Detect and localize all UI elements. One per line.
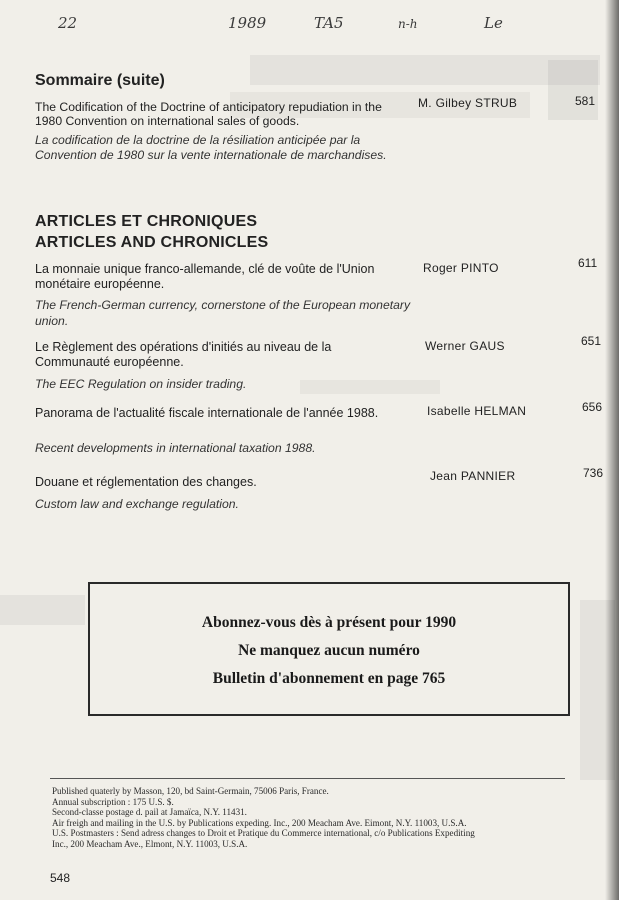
imprint-line: Second-classe postage d. pail at Jamaïca, N.Y. 11431.: [52, 807, 247, 818]
subscription-notice: [88, 582, 570, 716]
entry-title: La monnaie unique franco-allemande, clé de voûte de l'Union monétaire européenne.: [35, 262, 375, 291]
summary-author: M. Gilbey STRUB: [418, 96, 518, 110]
entry-subtitle: The EEC Regulation on insider trading.: [35, 377, 247, 391]
entry-subtitle: The French-German currency, cornerstone of the European monetary union.: [35, 298, 411, 328]
binding-shadow: [605, 0, 619, 900]
imprint-line: Inc., 200 Meacham Ave., Elmont, N.Y. 11003, U.S.A.: [52, 838, 248, 849]
imprint-divider: [50, 778, 565, 779]
entry-author: Roger PINTO: [423, 261, 499, 275]
section-heading-fr: ARTICLES ET CHRONIQUES: [35, 213, 258, 230]
summary-title: Sommaire (suite): [35, 72, 165, 89]
entry-subtitle: Recent developments in international taxation 1988.: [35, 441, 316, 455]
section-heading-en: ARTICLES AND CHRONICLES: [35, 234, 269, 251]
summary-page: 581: [575, 94, 596, 108]
entry-page: 651: [581, 334, 602, 348]
entry-title: Panorama de l'actualité fiscale internationale de l'année 1988.: [35, 406, 379, 420]
summary-english: The Codification of the Doctrine of anticipatory repudiation in the 1980 Convention on international sales of goods.: [35, 100, 382, 128]
imprint-line: U.S. Postmasters : Send adress changes to Droit et Pratique du Commerce international, c/o Publications Expediting: [52, 828, 475, 839]
imprint-line: Published quaterly by Masson, 120, bd Saint-Germain, 75006 Paris, France.: [52, 786, 329, 796]
entry-author: Isabelle HELMAN: [427, 404, 527, 418]
handwritten-mark: n-h: [398, 17, 418, 31]
entry-author: Jean PANNIER: [430, 469, 516, 483]
handwritten-mark: 1989: [228, 14, 267, 32]
handwritten-mark: Le: [484, 14, 503, 32]
entry-title: Le Règlement des opérations d'initiés au niveau de la Communauté européenne.: [35, 340, 332, 369]
handwritten-mark: TA5: [314, 14, 344, 32]
entry-page: 736: [583, 466, 604, 480]
entry-page: 656: [582, 400, 603, 414]
imprint: [52, 786, 612, 850]
handwritten-mark: 22: [58, 14, 78, 32]
summary-french: La codification de la doctrine de la résiliation anticipée par la Convention de 1980 sur la vente internationale de marchandises.: [35, 133, 387, 162]
imprint-line: Annual subscription : 175 U.S. $.: [52, 796, 174, 807]
entry-author: Werner GAUS: [425, 339, 505, 353]
entry-title: Douane et réglementation des changes.: [35, 475, 257, 489]
page-number: 548: [50, 871, 71, 885]
notice-line: Abonnez-vous dès à présent pour 1990: [201, 614, 457, 631]
entry-subtitle: Custom law and exchange regulation.: [35, 497, 239, 511]
entry-page: 611: [578, 256, 598, 270]
notice-line: Ne manquez aucun numéro: [238, 642, 420, 659]
notice-line: Bulletin d'abonnement en page 765: [212, 670, 446, 687]
imprint-line: Air freigh and mailing in the U.S. by Publications expeding. Inc., 200 Meacham Ave. Eimont, N.Y. 11003, U.S.A.: [52, 817, 467, 828]
